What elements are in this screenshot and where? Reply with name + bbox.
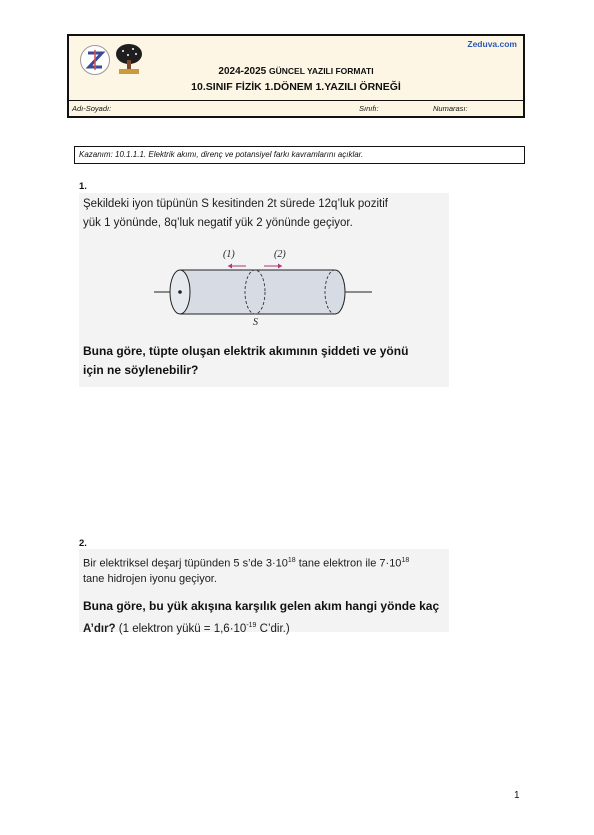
arrow-1-head	[228, 264, 232, 269]
exam-format: GÜNCEL YAZILI FORMATI	[269, 66, 374, 76]
kazanim-box: Kazanım: 10.1.1.1. Elektrik akımı, direnç ve potansiyel farkı kavramlarını açıklar.	[74, 146, 525, 164]
question-1-ask2: için ne söylenebilir?	[83, 363, 199, 377]
question-2-exp1: 18	[287, 557, 296, 564]
question-2-ask2-rest-b: C’dir.)	[256, 622, 290, 635]
question-2-ask2-exp: -19	[246, 622, 257, 629]
exam-header	[67, 34, 525, 118]
question-2-ask1: Buna göre, bu yük akışına karşılık gelen akım hangi yönde kaç	[83, 599, 440, 613]
question-1-line2: yük 1 yönünde, 8q’luk negatif yük 2 yönünde geçiyor.	[83, 217, 353, 229]
question-2-ask2-rest-a: (1 elektron yükü = 1,6·10	[115, 622, 247, 635]
question-2-ask2	[83, 616, 290, 639]
section-label-s: S	[253, 317, 258, 328]
question-2-exp2: 18	[401, 557, 410, 564]
arrow-2-head	[278, 264, 282, 269]
direction-label-1: (1)	[223, 249, 235, 260]
question-1-ask1: Buna göre, tüpte oluşan elektrik akımının şiddeti ve yönü	[83, 344, 409, 358]
header-divider	[69, 100, 523, 102]
question-2-line1-b: tane elektron ile 7·10	[295, 557, 402, 570]
question-1-number: 1.	[79, 181, 87, 192]
question-2-line1-a: Bir elektriksel deşarj tüpünden 5 s’de 3·10	[83, 557, 288, 570]
site-name[interactable]: Zeduva.com	[467, 39, 517, 49]
page-number: 1	[514, 790, 520, 801]
question-2-ask2-bold: A’dır?	[83, 622, 116, 635]
question-2-line2: tane hidrojen iyonu geçiyor.	[83, 573, 217, 585]
class-label: Sınıfı:	[359, 104, 379, 113]
question-2-number: 2.	[79, 538, 87, 549]
number-label: Numarası:	[433, 104, 468, 113]
exam-subtitle: 10.SINIF FİZİK 1.DÖNEM 1.YAZILI ÖRNEĞİ	[191, 81, 401, 93]
exam-year: 2024-2025	[218, 66, 267, 77]
electrode-dot	[178, 290, 182, 294]
name-label: Adı-Soyadı:	[72, 104, 112, 113]
direction-label-2: (2)	[274, 249, 286, 260]
ion-tube-diagram	[150, 246, 380, 330]
question-1-line1: Şekildeki iyon tüpünün S kesitinden 2t sürede 12q’luk pozitif	[83, 198, 388, 210]
exam-year-format	[69, 66, 523, 77]
